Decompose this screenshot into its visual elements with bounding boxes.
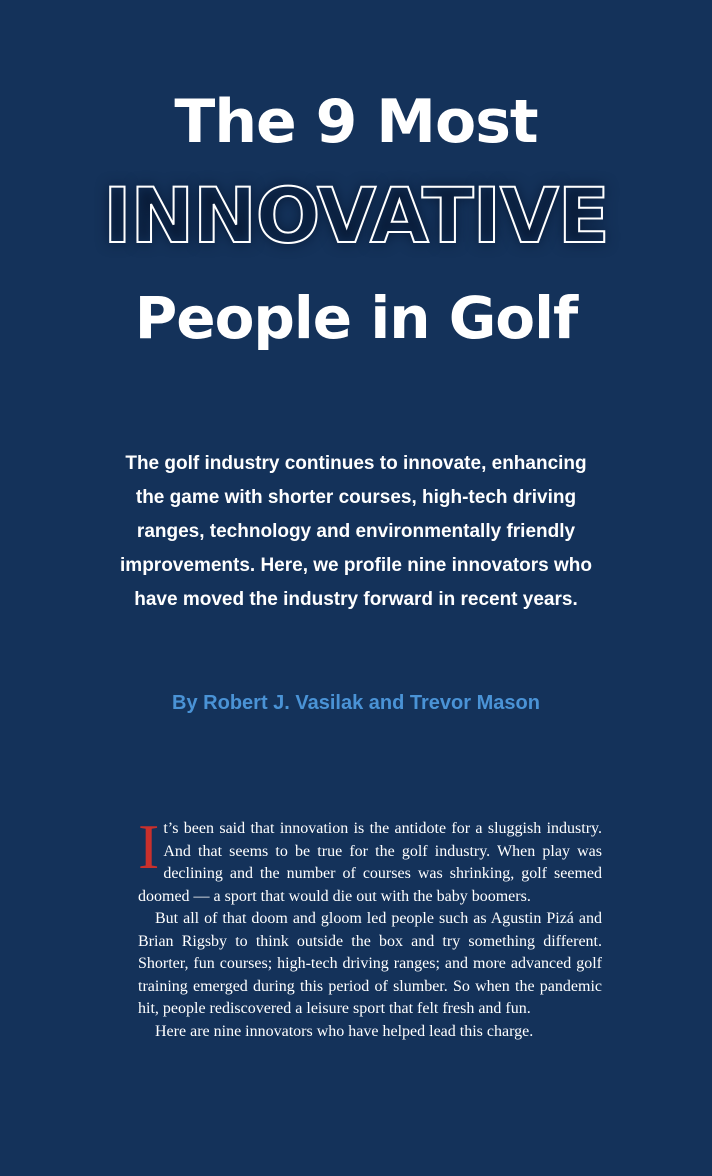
paragraph-1-text: t’s been said that innovation is the antidote for a sluggish industry. And that seems to be true for the golf industry. When play was declining and the number of courses was shrinking, golf seemed doomed — a sport that would die out with the baby boomers.: [138, 820, 602, 905]
title-line-2-outlined: INNOVATIVE: [103, 171, 609, 260]
paragraph-2: But all of that doom and gloom led people such as Agustin Pizá and Brian Rigsby to think outside the box and try something different. Shorter, fun courses; high-tech driving ranges; and more advanced golf training emerged during this period of slumber. So when the pandemic hit, people rediscovered a leisure sport that felt fresh and fun.: [138, 910, 602, 1017]
drop-cap: I: [138, 811, 160, 882]
paragraph-1: [138, 811, 602, 908]
paragraph-3: Here are nine innovators who have helped lead this charge.: [155, 1022, 534, 1040]
article-body: [138, 811, 602, 1043]
title-line-1: The 9 Most: [174, 87, 538, 157]
intro-deck: The golf industry continues to innovate, enhancing the game with shorter courses, high-tech driving ranges, technology and environmentally friendly improvements. Here, we profile nine innovators who have moved the industry forward in recent years.: [120, 453, 592, 610]
title-line-3: People in Golf: [134, 284, 578, 352]
byline: By Robert J. Vasilak and Trevor Mason: [172, 692, 540, 714]
